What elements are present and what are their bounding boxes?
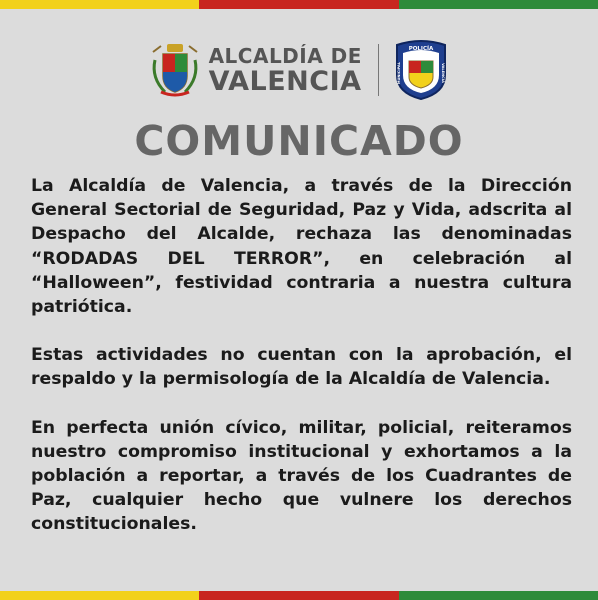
logo-divider: [378, 44, 380, 96]
stripe-red: [199, 0, 398, 9]
logo-line-2: VALENCIA: [208, 65, 362, 97]
stripe-green: [399, 0, 598, 9]
logo-line-1: ALCALDÍA DE: [208, 43, 362, 68]
stripe-yellow: [0, 591, 199, 600]
stripe-red: [199, 591, 398, 600]
flag-stripe-top: [0, 0, 598, 9]
badge-right-text: VALENCIA: [441, 63, 446, 83]
alcaldia-wordmark: [208, 43, 362, 97]
flag-stripe-bottom: [0, 591, 598, 600]
stripe-yellow: [0, 0, 199, 9]
paragraph: La Alcaldía de Valencia, a través de la Dirección General Sectorial de Seguridad, Paz y Vida, adscrita al Despacho del Alcalde, rechaza las denominadas “RODADAS DEL TERROR”, en celebración al “Halloween”, festividad contraria a nuestra cultura patriótica.: [31, 176, 572, 318]
communique-body: [31, 174, 572, 561]
badge-left-text: MUNICIPAL: [397, 61, 402, 85]
paragraph: En perfecta unión cívico, militar, policial, reiteramos nuestro compromiso institucional y exhortamos a la población a reportar, a través de los Cuadrantes de Paz, cualquier hecho que vulnere los derechos constitucionales.: [31, 417, 572, 535]
paragraph: Estas actividades no cuentan con la aprobación, el respaldo y la permisología de la Alcaldía de Valencia.: [31, 345, 572, 390]
stripe-green: [399, 591, 598, 600]
badge-top-text: POLICÍA: [409, 46, 434, 52]
page-title: COMUNICADO: [134, 117, 464, 165]
coat-of-arms-icon: [149, 42, 201, 98]
header-logos: [0, 38, 598, 102]
police-badge-icon: [393, 39, 449, 101]
